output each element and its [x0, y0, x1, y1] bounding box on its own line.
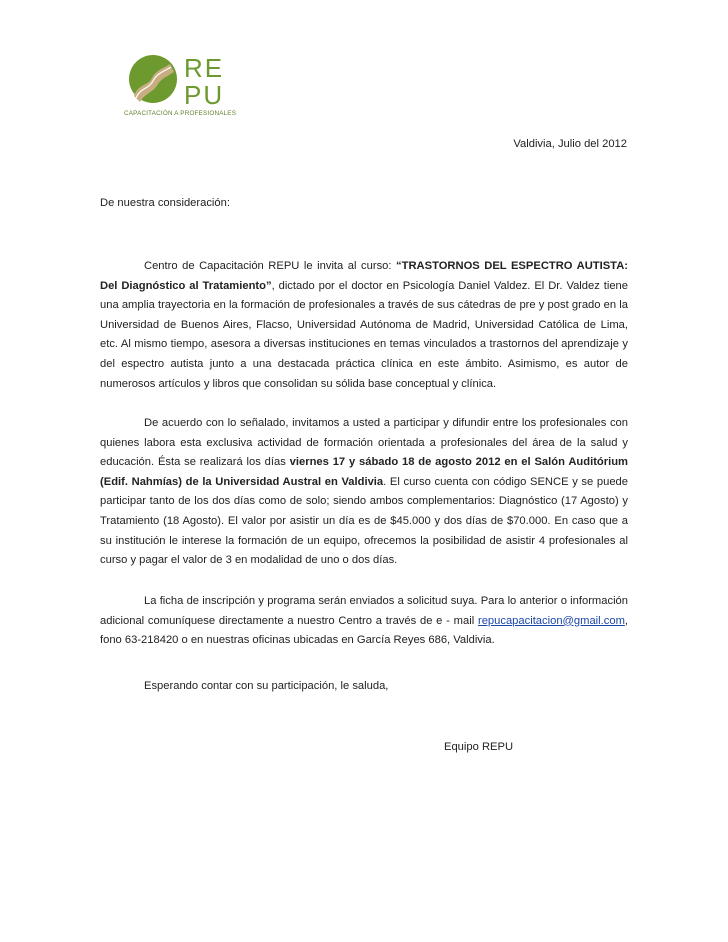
p2-text-1: De acuerdo con lo señalado, invitamos a usted a participar y difundir entre los profesionales con quienes labora esta exclusiva actividad de formación orientada a profesionales del área de la salud y educación. Ésta se realizará los días: [100, 417, 628, 469]
p1-text-1: Centro de Capacitación REPU le invita al curso:: [144, 260, 397, 272]
paragraph-course-invitation: [100, 257, 628, 394]
logo-text-re: RE: [184, 53, 225, 83]
p3-text-1: La ficha de inscripción y programa serán enviados a solicitud suya. Para lo anterior o información adicional comuníquese directamente a nuestro Centro a través de e - mail: [100, 595, 628, 627]
greeting: De nuestra consideración:: [100, 197, 230, 209]
course-title: “TRASTORNOS DEL ESPECTRO AUTISTA: Del Diagnóstico al Tratamiento”: [100, 260, 628, 292]
p3-text-2: , fono 63-218420 o en nuestras oficinas ubicadas en García Reyes 686, Valdivia.: [100, 614, 628, 647]
repu-logo-mark: [124, 52, 254, 110]
signature: Equipo REPU: [444, 741, 514, 753]
logo-text-pu: PU: [184, 80, 225, 110]
closing-line: Esperando contar con su participación, le saluda,: [144, 680, 389, 692]
letter-date: Valdivia, Julio del 2012: [513, 138, 627, 150]
repu-logo: [124, 52, 254, 124]
p1-text-2: , dictado por el doctor en Psicología Daniel Valdez. El Dr. Valdez tiene una amplia trayectoria en la formación de profesionales a través de sus cátedras de pre y post grado en la Universidad de Buenos Aires, Flacso, Universidad Autónoma de Madrid, Universidad Católica de Lima, etc. Al mismo tiempo, asesora a diversas instituciones en temas vinculados a trastornos del aprendizaje y del espectro autista junto a una destacada práctica clínica en este ámbito. Asimismo, es autor de numerosos artículos y libros que consolidan su sólida base conceptual y clínica.: [100, 279, 629, 390]
paragraph-contact: [100, 592, 628, 651]
course-dates-location: viernes 17 y sábado 18 de agosto 2012 en el Salón Auditórium (Edif. Nahmías) de la Universidad Austral en Valdivia: [100, 456, 628, 488]
email-link[interactable]: repucapacitacion@gmail.com: [477, 614, 625, 627]
logo-tagline: CAPACITACIÓN A PROFESIONALES: [124, 110, 237, 117]
paragraph-course-details: [100, 414, 628, 571]
p2-text-2: . El curso cuenta con código SENCE y se puede participar tanto de los dos días como de solo; siendo ambos complementarios: Diagnóstico (17 Agosto) y Tratamiento (18 Agosto). El valor por asistir un día es de $45.000 y dos días de $70.000. En caso que a su institución le interese la formación de un equipo, ofrecemos la posibilidad de asistir 4 profesionales al curso y pagar el valor de 3 en modalidad de uno o dos días.: [100, 475, 629, 567]
